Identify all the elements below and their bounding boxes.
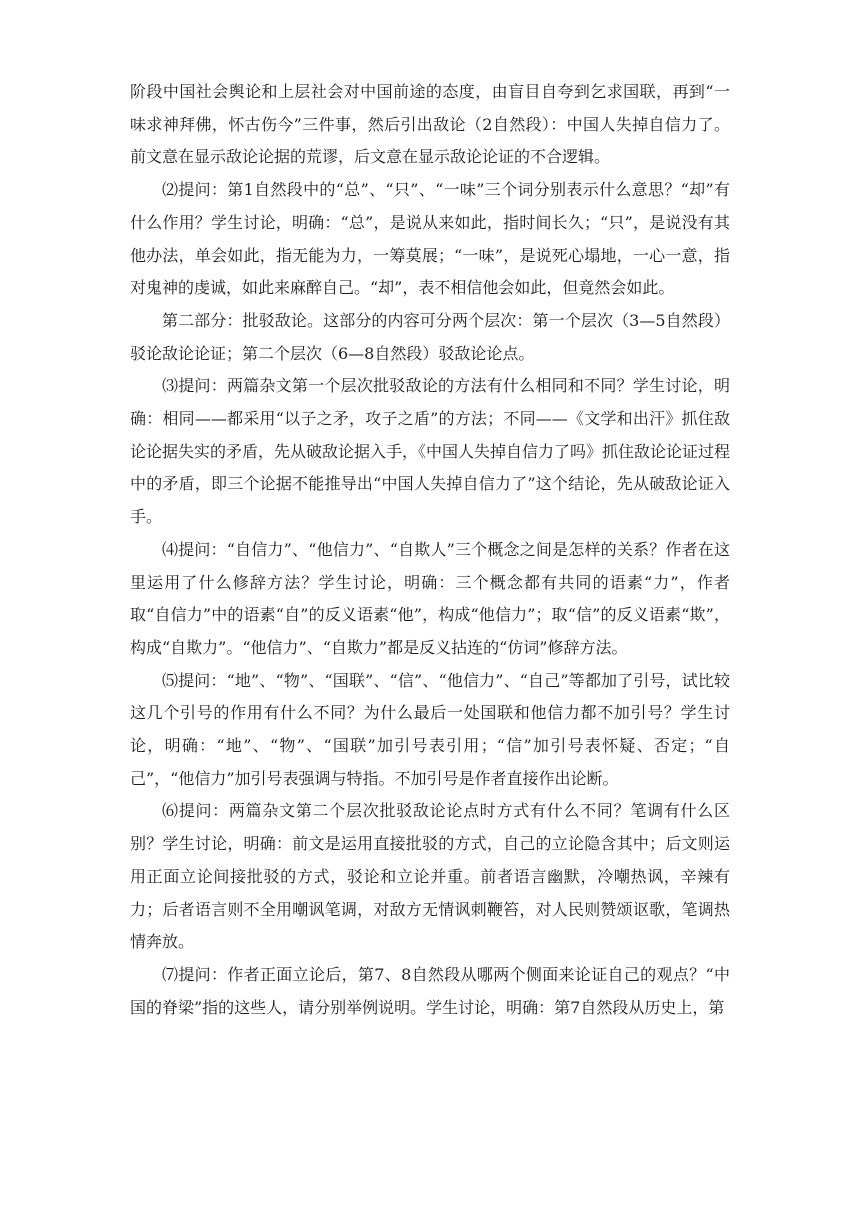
paragraph-4: ⑶提问：两篇杂文第一个层次批驳敌论的方法有什么相同和不同？学生讨论，明确：相同——都采用“以子之矛，攻子之盾”的方法；不同——《文学和出汗》抓住敌论论据失实的矛盾，先从破敌论据入手，《中国人失掉自信力了吗》抓住敌论论证过程中的矛盾，即三个论据不能推导出“中国人失掉自信力了”这个结论，先从破敌论证入手。 [130, 376, 731, 527]
paragraph-5: ⑷提问：“自信力”、“他信力”、“自欺人”三个概念之间是怎样的关系？作者在这里运用了什么修辞方法？学生讨论，明确：三个概念都有共同的语素“力”，作者取“自信力”中的语素“自”的反义语素“他”，构成“他信力”；取“信”的反义语素“欺”，构成“自欺力”。“他信力”、“自欺力”都是反义拈连的“仿词”修辞方法。 [130, 539, 730, 657]
document-body [130, 76, 730, 1024]
paragraph-7: ⑹提问：两篇杂文第二个层次批驳敌论论点时方式有什么不同？笔调有什么区别？学生讨论，明确：前文是运用直接批驳的方式，自己的立论隐含其中；后文则运用正面立论间接批驳的方式，驳论和立论并重。前者语言幽默，冷嘲热讽，辛辣有力；后者语言则不全用嘲讽笔调，对敌方无情讽刺鞭笞，对人民则赞颂讴歌，笔调热情奔放。 [130, 801, 730, 952]
paragraph-8: ⑺提问：作者正面立论后，第7、8自然段从哪两个侧面来论证自己的观点？“中国的脊梁”指的这些人，请分别举例说明。学生讨论，明确：第7自然段从历史上，第 [130, 964, 730, 1017]
paragraph-3: 第二部分：批驳敌论。这部分的内容可分两个层次：第一个层次（3—5自然段）驳论敌论论证；第二个层次（6—8自然段）驳敌论论点。 [130, 310, 730, 363]
paragraph-6: ⑸提问：“地”、“物”、“国联”、“信”、“他信力”、“自己”等都加了引号，试比较这几个引号的作用有什么不同？为什么最后一处国联和他信力都不加引号？学生讨论，明确：“地”、“物”、“国联”加引号表引用；“信”加引号表怀疑、否定；“自己”，“他信力”加引号表强调与特指。不加引号是作者直接作出论断。 [130, 670, 730, 788]
paragraph-1: 阶段中国社会舆论和上层社会对中国前途的态度，由盲目自夸到乞求国联，再到“一味求神拜佛，怀古伤今”三件事，然后引出敌论（2自然段）：中国人失掉自信力了。前文意在显示敌论论据的荒谬，后文意在显示敌论论证的不合逻辑。 [130, 82, 730, 167]
paragraph-2: ⑵提问：第1自然段中的“总”、“只”、“一味”三个词分别表示什么意思？“却”有什么作用？学生讨论，明确：“总”，是说从来如此，指时间长久；“只”，是说没有其他办法，单会如此，指无能为力，一筹莫展；“一味”，是说死心塌地，一心一意，指对鬼神的虔诚，如此来麻醉自己。“却”，表不相信他会如此，但竟然会如此。 [130, 180, 730, 298]
